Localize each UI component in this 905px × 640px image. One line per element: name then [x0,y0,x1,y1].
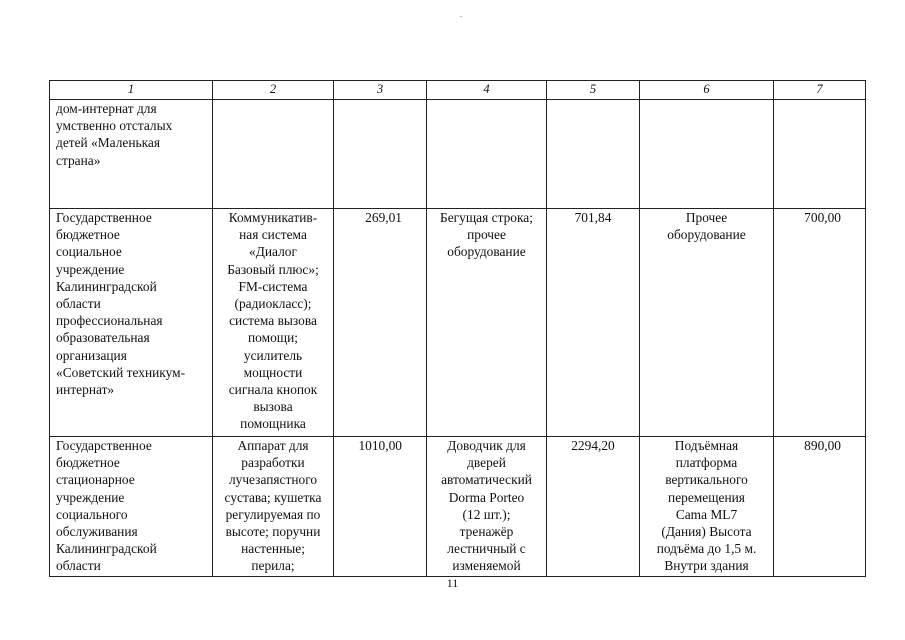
amount-cell [547,100,640,209]
scan-artifact [460,16,462,17]
amount-cell: 269,01 [334,209,427,437]
amount-cell: 2294,20 [547,437,640,577]
equipment-cell: Прочее оборудование [640,209,774,437]
amount-cell [774,100,866,209]
amount-cell: 701,84 [547,209,640,437]
column-number-row [50,81,866,100]
column-number-5: 5 [547,81,640,100]
equipment-cell [427,100,547,209]
data-table [49,80,866,577]
amount-cell: 700,00 [774,209,866,437]
equipment-cell: Коммуникатив- ная система «Диалог Базовый плюс»; FM-система (радиокласс); система вызова помощи; усилитель мощности сигнала кнопок вызова помощника [213,209,334,437]
institution-cell: Государственное бюджетное стационарное учреждение социального обслуживания Калининградской области [50,437,213,577]
equipment-cell: Бегущая строка; прочее оборудование [427,209,547,437]
equipment-cell [640,100,774,209]
equipment-cell: Доводчик для дверей автоматический Dorma Porteo (12 шт.); тренажёр лестничный с изменяемой [427,437,547,577]
amount-cell: 1010,00 [334,437,427,577]
table-row [50,209,866,437]
column-number-6: 6 [640,81,774,100]
column-number-1: 1 [50,81,213,100]
amount-cell: 890,00 [774,437,866,577]
amount-cell [334,100,427,209]
equipment-cell: Аппарат для разработки лучезапястного сустава; кушетка регулируемая по высоте; поручни настенные; перила; [213,437,334,577]
institution-cell: дом-интернат для умственно отсталых детей «Маленькая страна» [50,100,213,209]
table-row [50,100,866,209]
column-number-4: 4 [427,81,547,100]
page-number: 11 [446,576,459,590]
equipment-cell: Подъёмная платформа вертикального перемещения Cama ML7 (Дания) Высота подъёма до 1,5 м. Внутри здания [640,437,774,577]
equipment-cell [213,100,334,209]
column-number-3: 3 [334,81,427,100]
table-row [50,437,866,577]
column-number-2: 2 [213,81,334,100]
column-number-7: 7 [774,81,866,100]
institution-cell: Государственное бюджетное социальное учреждение Калининградской области профессиональная образовательная организация «Советский техникум- интернат» [50,209,213,437]
